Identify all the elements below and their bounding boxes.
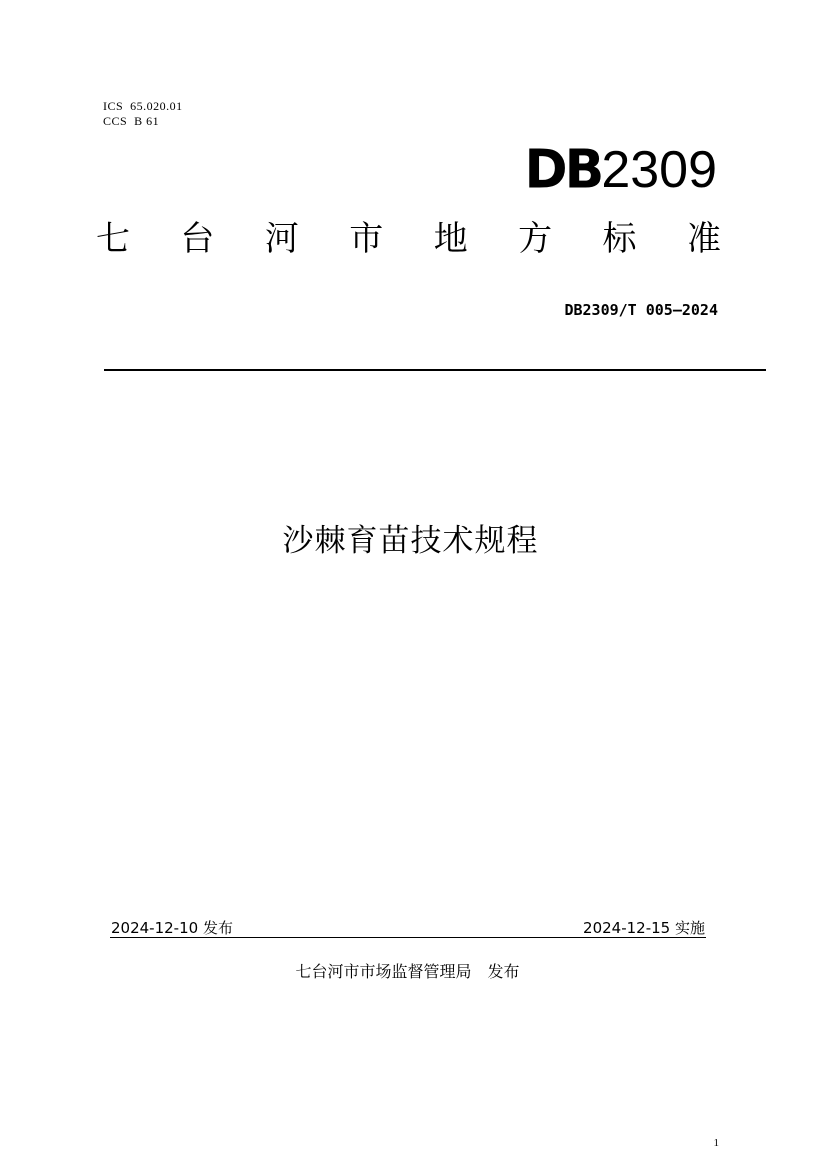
ccs-code: CCS B 61 [103, 114, 160, 128]
implementation-date: 2024-12-15 实施 [583, 919, 705, 937]
document-title [0, 520, 815, 562]
db-logo-letters: DB [524, 139, 602, 201]
classification-codes [103, 99, 183, 129]
standard-type-char: 地 [433, 219, 468, 259]
standard-type-char: 标 [602, 219, 637, 259]
ics-code: ICS 65.020.01 [103, 99, 183, 113]
issue-date: 2024-12-10 发布 [111, 919, 233, 937]
standard-type-char: 准 [686, 219, 721, 259]
footer-divider [110, 937, 706, 938]
issuer-name: 七台河市市场监督管理局 [295, 962, 472, 981]
db-region-number: 2309 [601, 141, 717, 199]
db-logo [524, 139, 602, 201]
issuer-action: 发布 [487, 962, 520, 981]
standard-type-char: 台 [180, 219, 215, 259]
issuer-line [0, 961, 815, 983]
standard-type-char: 七 [96, 219, 130, 259]
page-number: 1 [713, 1137, 719, 1149]
header-divider [104, 369, 766, 371]
standard-type-char: 方 [518, 219, 553, 259]
standard-type-heading [96, 218, 721, 260]
standard-code: DB2309/T 005—2024 [564, 301, 718, 319]
standard-type-char: 市 [349, 219, 384, 259]
document-title-text: 沙棘育苗技术规程 [282, 523, 539, 559]
standard-type-char: 河 [264, 219, 299, 259]
db-standard-mark [524, 139, 718, 201]
